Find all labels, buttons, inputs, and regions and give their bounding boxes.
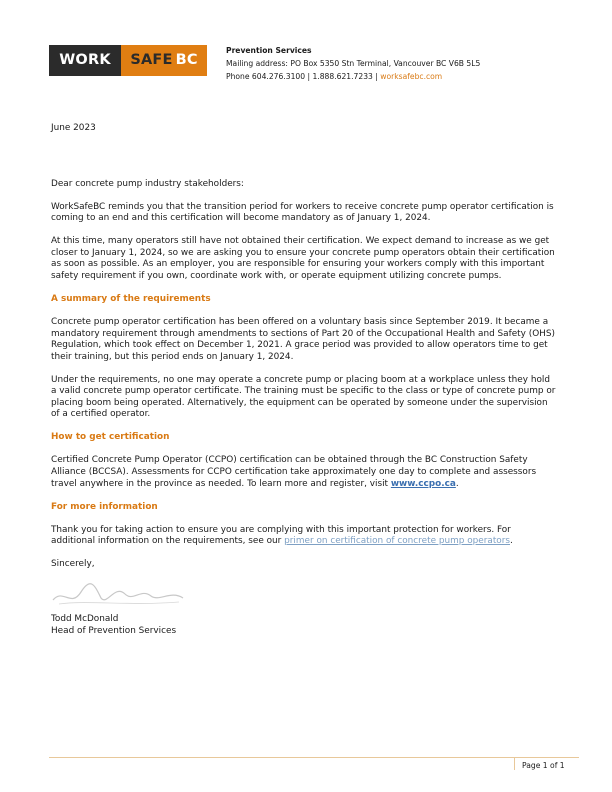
phone-numbers: Phone 604.276.3100 | 1.888.621.7233 |	[226, 72, 381, 81]
closing: Sincerely,	[51, 559, 95, 570]
footer-divider	[514, 757, 515, 770]
signer-title: Head of Prevention Services	[51, 625, 177, 636]
office-info	[226, 44, 480, 83]
logo-safe-text: SAFE	[130, 52, 173, 68]
salutation: Dear concrete pump industry stakeholders:	[51, 178, 244, 189]
page-number: Page 1 of 1	[522, 761, 565, 770]
paragraph-ccpo	[51, 455, 557, 490]
signature-image	[49, 578, 189, 610]
paragraph-history: Concrete pump operator certification has been offered on a voluntary basis since September 2019. It became a mandatory requirement through amendments to sections of Part 20 of the Occupational Health and Safety (OHS) Regulation, which took effect on December 1, 2021. A grace period was provided to allow operators time to get their training, but this period ends on January 1, 2024.	[51, 316, 555, 362]
letter-body	[51, 118, 557, 571]
letter-date: June 2023	[51, 123, 96, 133]
heading-summary: A summary of the requirements	[51, 293, 211, 304]
more-info-period: .	[510, 536, 513, 547]
ccpo-period: .	[455, 478, 459, 489]
paragraph-requirements: Under the requirements, no one may operate a concrete pump or placing boom at a workplace unless they hold a valid concrete pump operator certificate. The training must be specific to the class or type of concrete pump or placing boom being operated. Alternatively, the equipment can be operated by someone under the supervision of a certified operator.	[51, 374, 556, 420]
department-name: Prevention Services	[226, 46, 312, 55]
logo-work-text: WORK	[49, 45, 121, 76]
paragraph-intro: WorkSafeBC reminds you that the transition period for workers to receive concrete pump operator certification is coming to an end and this certification will become mandatory as of January 1, 2024.	[51, 201, 554, 224]
signer-block	[51, 614, 176, 637]
logo-bc-text: BC	[175, 52, 198, 68]
footer-rule	[49, 757, 579, 758]
heading-more-info: For more information	[51, 501, 158, 512]
website-link[interactable]: worksafebc.com	[380, 72, 443, 81]
paragraph-urgency: At this time, many operators still have not obtained their certification. We expect demand to increase as we get closer to January 1, 2024, so we are asking you to ensure your concrete pump operators obtain their certification as soon as possible. As an employer, you are responsible for ensuring your workers comply with this important safety requirement if you own, coordinate work with, or operate equipment utilizing concrete pumps.	[51, 236, 555, 281]
signer-name: Todd McDonald	[51, 614, 119, 624]
ccpo-link[interactable]: www.ccpo.ca	[390, 478, 456, 489]
more-info-text: Thank you for taking action to ensure you are complying with this important protection for workers. For additional information on the requirements, see our	[51, 524, 511, 547]
ccpo-text: Certified Concrete Pump Operator (CCPO) certification can be obtained through the BC Construction Safety Alliance (BCCSA). Assessments for CCPO certification take approximately one day to complete and assessors travel anywhere in the province as needed. To learn more and register, visit	[51, 455, 537, 489]
heading-how-to: How to get certification	[51, 432, 170, 443]
worksafebc-logo	[49, 45, 207, 76]
logo-safebc-block	[121, 45, 207, 76]
primer-link[interactable]: primer on certification of concrete pump operators	[284, 536, 511, 547]
contact-line	[226, 70, 480, 83]
mailing-address: Mailing address: PO Box 5350 Stn Terminal, Vancouver BC V6B 5L5	[226, 59, 481, 68]
paragraph-more-info	[51, 525, 557, 548]
